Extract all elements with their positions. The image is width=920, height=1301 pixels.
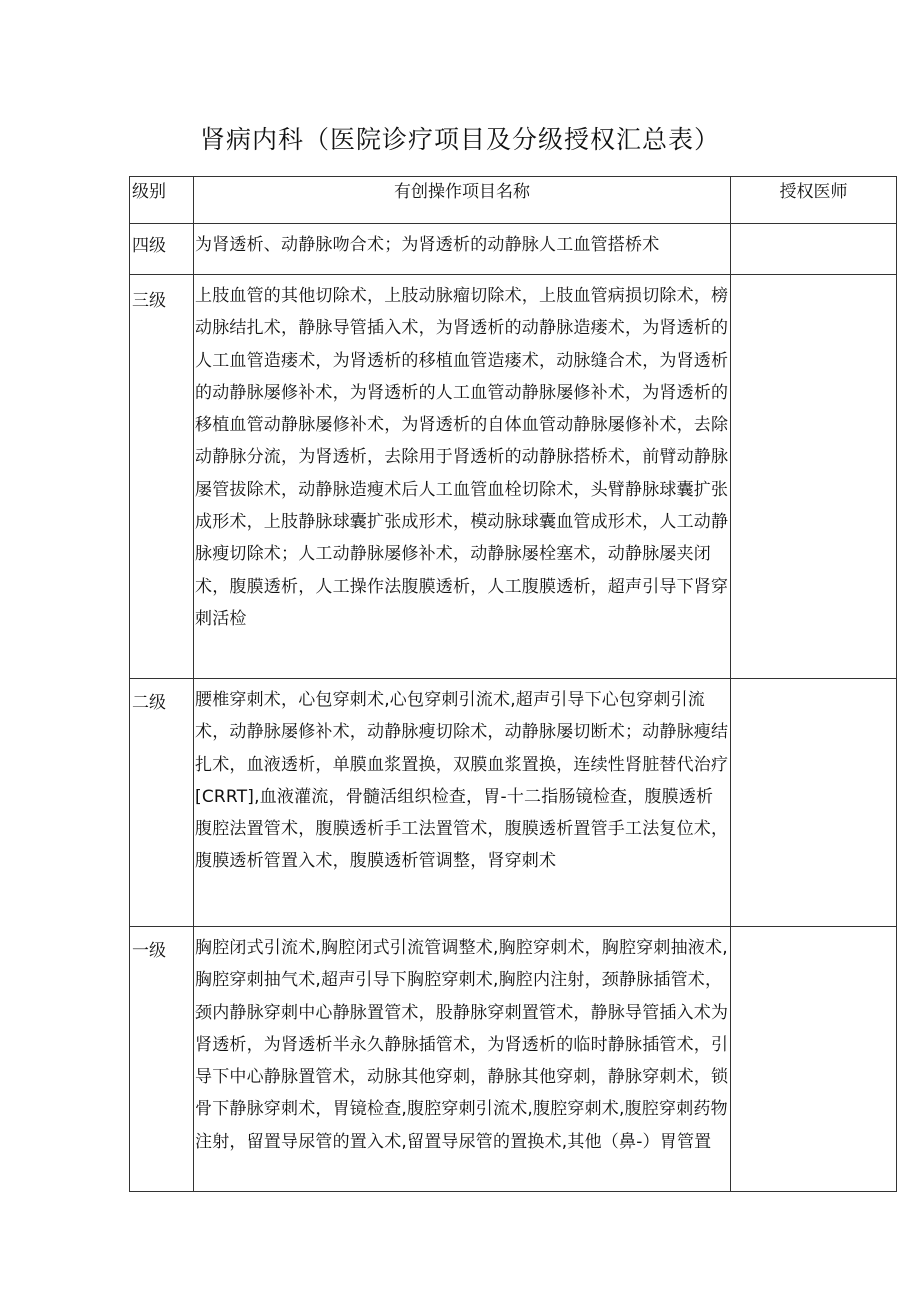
doctors-cell xyxy=(731,927,897,1192)
table-row xyxy=(130,679,897,927)
header-doctors: 授权医师 xyxy=(731,177,897,224)
procedures-cell: 胸腔闭式引流术,胸腔闭式引流管调整术,胸腔穿刺术，胸腔穿刺抽液术,胸腔穿刺抽气术,超声引导下胸腔穿刺术,胸腔内注射，颈静脉插管术，颈内静脉穿刺中心静脉置管术，股静脉穿刺置管术，静脉导管插入术为肾透析，为肾透析半永久静脉插管术，为肾透析的临时静脉插管术，引导下中心静脉置管术，动脉其他穿刺，静脉其他穿刺，静脉穿刺术，锁骨下静脉穿刺术，胃镜检查,腹腔穿刺引流术,腹腔穿刺术,腹腔穿刺药物注射，留置导尿管的置入术,留置导尿管的置换术,其他（鼻-）胃管置 xyxy=(194,927,731,1192)
doctors-cell xyxy=(731,679,897,927)
authorization-table xyxy=(129,176,897,1192)
header-level: 级别 xyxy=(130,177,194,224)
level-cell: 一级 xyxy=(130,927,194,1192)
page-title: 肾病内科（医院诊疗项目及分级授权汇总表） xyxy=(199,125,720,154)
level-cell: 四级 xyxy=(130,224,194,275)
doctors-cell xyxy=(731,224,897,275)
table-row xyxy=(130,275,897,679)
header-procedures: 有创操作项目名称 xyxy=(194,177,731,224)
procedures-cell: 腰椎穿刺术，心包穿刺术,心包穿刺引流术,超声引导下心包穿刺引流术，动静脉屡修补术，动静脉瘦切除术，动静脉屡切断术；动静脉瘦结扎术，血液透析，单膜血浆置换，双膜血浆置换，连续性肾脏替代治疗[CRRT],血液灌流，骨髓活组织检查，胃-十二指肠镜检查，腹膜透析腹腔法置管术，腹膜透析手工法置管术，腹膜透析置管手工法复位术，腹膜透析管置入术，腹膜透析管调整，肾穿刺术 xyxy=(194,679,731,927)
procedures-cell: 为肾透析、动静脉吻合术；为肾透析的动静脉人工血管搭桥术 xyxy=(194,224,731,275)
table-row xyxy=(130,927,897,1192)
table-header-row xyxy=(130,177,897,224)
level-cell: 三级 xyxy=(130,275,194,679)
doctors-cell xyxy=(731,275,897,679)
procedures-cell: 上肢血管的其他切除术，上肢动脉瘤切除术，上肢血管病损切除术，榜动脉结扎术，静脉导管插入术，为肾透析的动静脉造瘘术，为肾透析的人工血管造瘘术，为肾透析的移植血管造瘘术，动脉缝合术，为肾透析的动静脉屡修补术，为肾透析的人工血管动静脉屡修补术，为肾透析的移植血管动静脉屡修补术，为肾透析的自体血管动静脉屡修补术，去除动静脉分流，为肾透析，去除用于肾透析的动静脉搭桥术，前臂动静脉屡管拔除术，动静脉造瘦术后人工血管血栓切除术，头臂静脉球囊扩张成形术，上肢静脉球囊扩张成形术，模动脉球囊血管成形术，人工动静脉瘦切除术；人工动静脉屡修补术，动静脉屡栓塞术，动静脉屡夹闭术，腹膜透析，人工操作法腹膜透析，人工腹膜透析，超声引导下肾穿刺活检 xyxy=(194,275,731,679)
table-row xyxy=(130,224,897,275)
level-cell: 二级 xyxy=(130,679,194,927)
